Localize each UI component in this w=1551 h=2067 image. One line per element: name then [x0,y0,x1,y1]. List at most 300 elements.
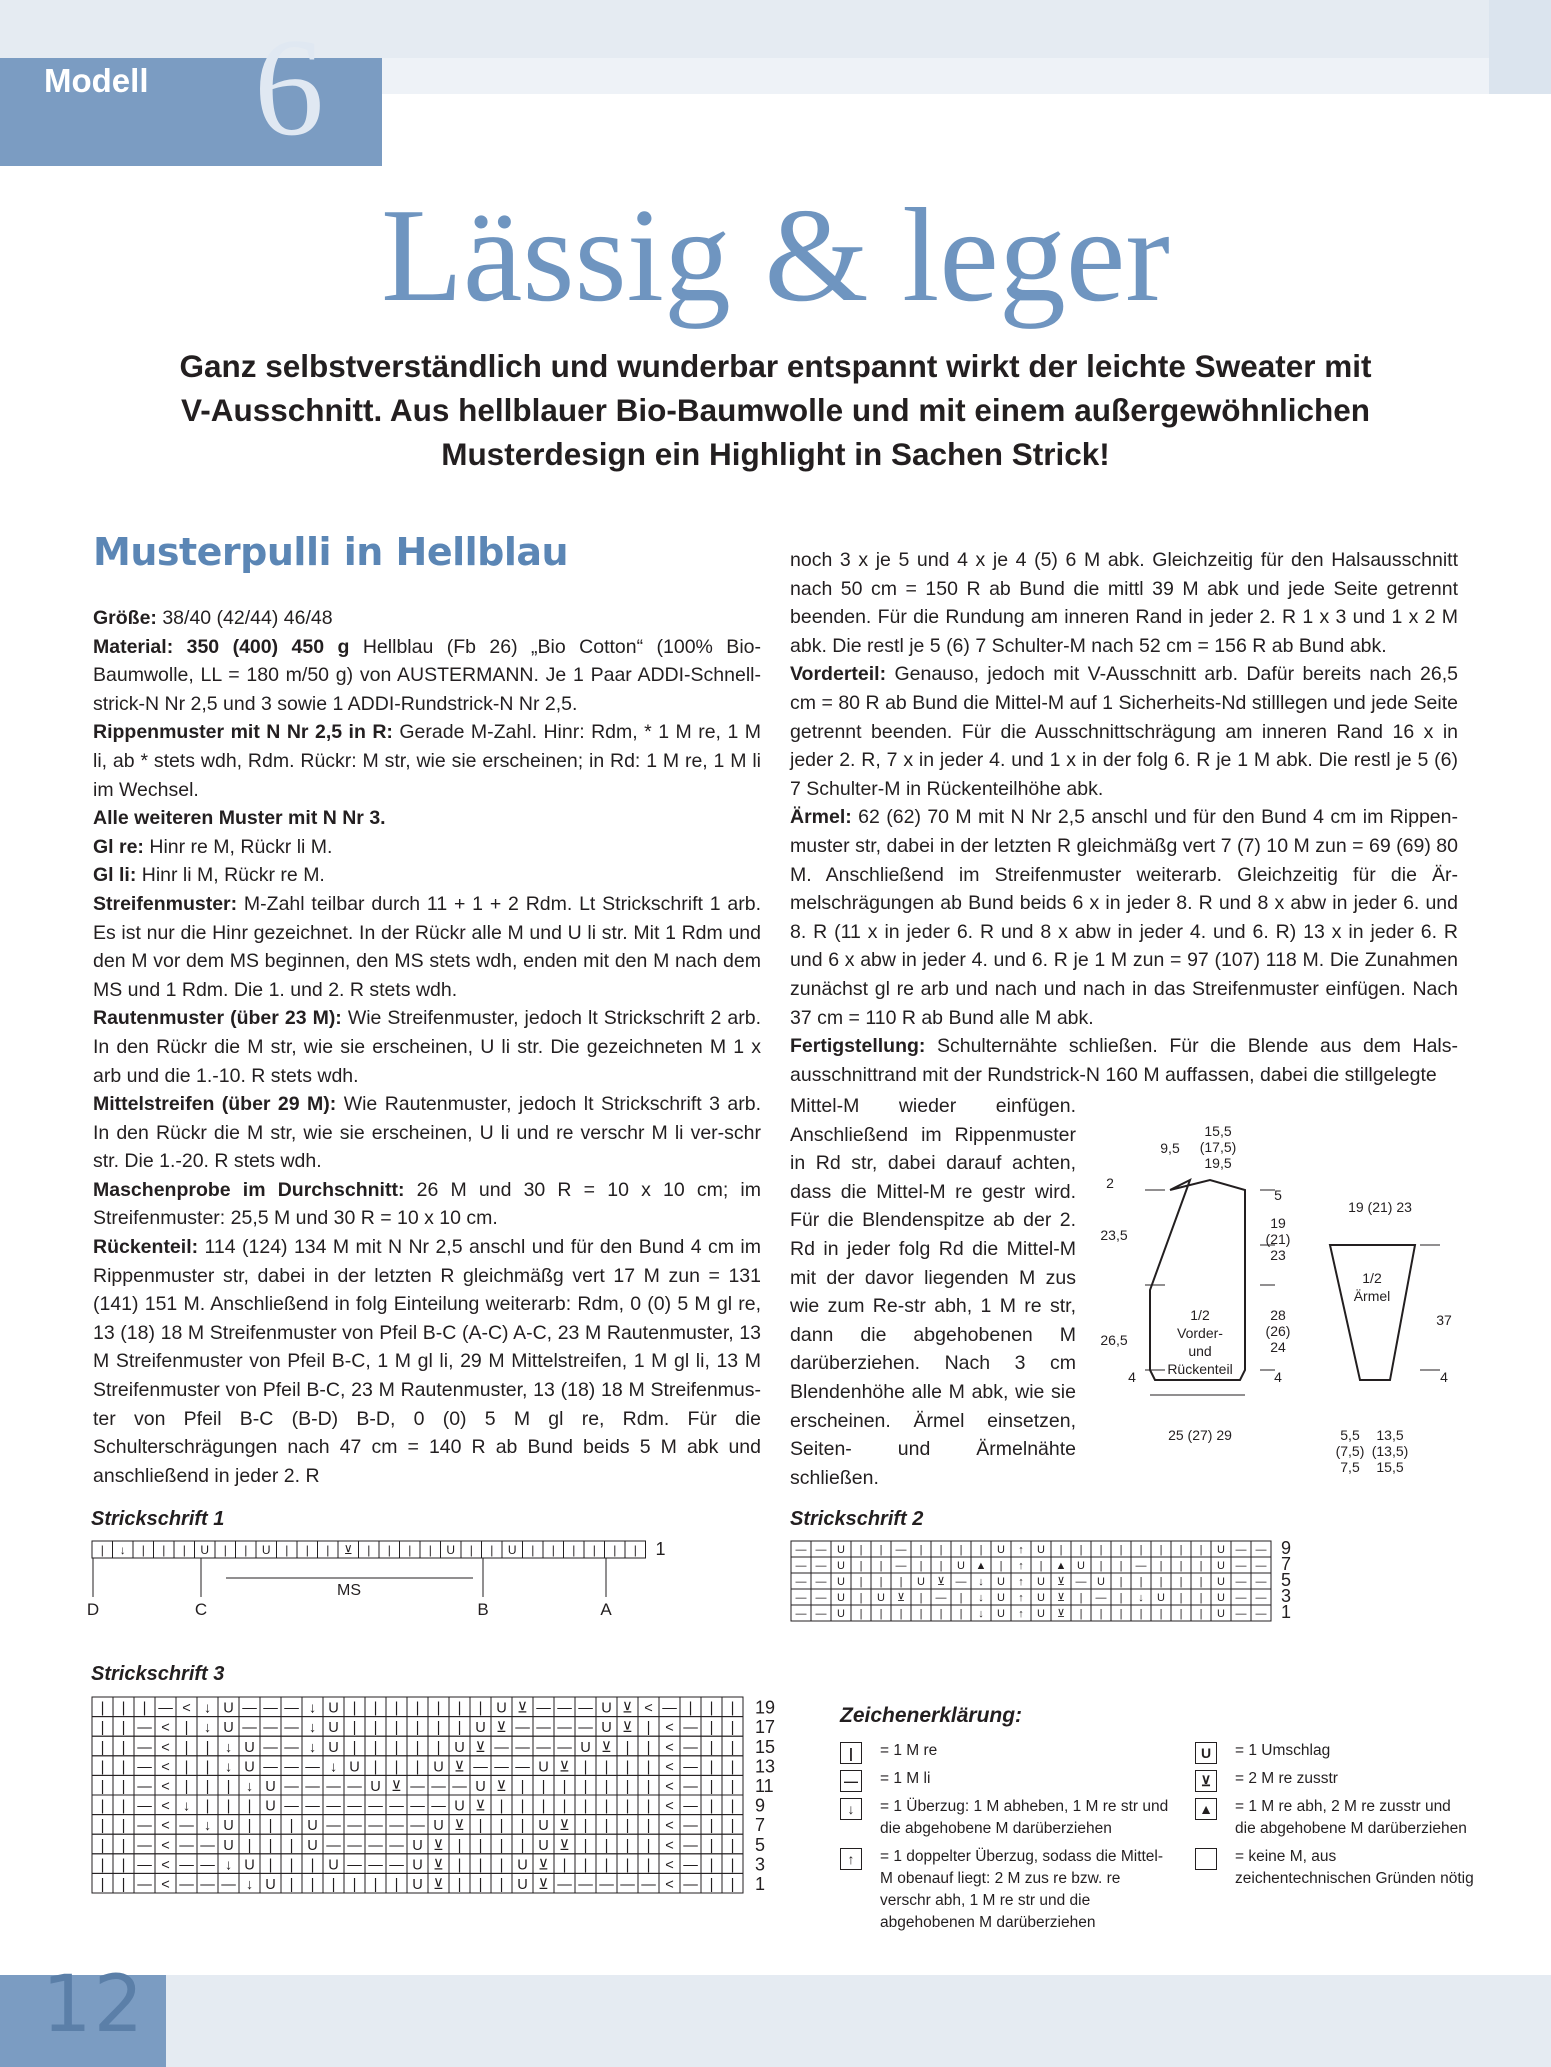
chart-symbol: ↓ [119,1543,126,1557]
chart-symbol: | [100,1720,105,1737]
chart-symbol: — [137,1857,152,1874]
instruction-text: Hinr li M, Rückr re M. [136,864,325,887]
chart-symbol: U [1037,1608,1045,1620]
chart-symbol: — [284,1779,299,1795]
chart-symbol: | [730,1837,735,1854]
chart-symbol: | [100,1877,105,1893]
chart-symbol: U [349,1759,360,1776]
chart-symbol: | [709,1700,714,1717]
instruction-text: 26 M und 30 R = 10 x 10 cm; im Streifenmuster: 25,5 M und 30 R = 10 x 10 cm. [93,1178,761,1230]
chart-symbol: ↓ [203,1720,212,1737]
chart-symbol: — [137,1779,152,1795]
chart-symbol: — [895,1560,907,1572]
chart-symbol: | [1159,1560,1163,1572]
chart-symbol: U [1037,1592,1045,1604]
chart-symbol: — [935,1592,947,1604]
chart-symbol: ↓ [308,1720,317,1737]
chart-symbol: | [625,1798,630,1815]
chart-symbol: U [1077,1560,1085,1572]
chart-symbol: | [583,1759,588,1776]
chart-symbol: | [289,1837,294,1854]
chart-symbol: — [955,1576,967,1588]
body-label: Vorder- [1177,1325,1223,1341]
chart-symbol: | [1179,1544,1183,1556]
chart-symbol: U [244,1857,255,1874]
chart-symbol: U [328,1857,339,1874]
dim-top-drop: 2 [1106,1175,1114,1191]
chart-symbol: ⊻ [622,1700,633,1717]
chart-symbol: ↓ [224,1759,233,1776]
chart-symbol: — [326,1837,341,1854]
chart-symbol: | [859,1608,863,1620]
instruction-paragraph [93,718,761,804]
legend-text: = 1 M li [880,1770,931,1787]
chart-symbol: < [161,1837,170,1854]
chart-symbol: | [899,1576,903,1588]
lead-line: Musterdesign ein Highlight in Sachen Strick! [441,436,1110,472]
chart-symbol: | [939,1608,943,1620]
chart-symbol: | [583,1818,588,1835]
dim-sleeve-bottom-b: (13,5) [1371,1443,1409,1459]
chart-symbol: — [683,1739,698,1756]
chart-symbol: | [226,1779,231,1795]
chart-symbol: U [580,1739,591,1756]
dim-right-mid: (21) [1265,1231,1291,1247]
chart-symbol: | [859,1544,863,1556]
chart-symbol: | [100,1837,105,1854]
chart-symbol: | [709,1720,714,1737]
chart-symbol: | [457,1857,462,1874]
chart-symbol: — [1255,1576,1267,1588]
chart-row-label: 1 [755,1874,766,1894]
chart-row [92,1756,775,1777]
chart-symbol: | [646,1818,651,1835]
chart-row-label: 1 [1281,1602,1292,1622]
chart-row-label: 1 [655,1539,666,1559]
dim-rib: 4 [1128,1369,1136,1385]
chart-symbol: — [347,1798,362,1815]
chart-symbol: | [415,1720,420,1737]
dim-right-rib: 4 [1274,1369,1282,1385]
chart-symbol: ↓ [224,1857,233,1874]
legend-symbol-icon: — [840,1770,862,1792]
chart-symbol: — [1255,1592,1267,1604]
dim-right-top: 5 [1274,1187,1282,1203]
chart-symbol: U [223,1700,234,1717]
chart-symbol: | [730,1798,735,1815]
chart-symbol: | [428,1543,432,1557]
chart-symbol: U [1157,1592,1165,1604]
instruction-text: 62 (62) 70 M mit N Nr 2,5 anschl und für den Bund 4 cm im Rippen-muster str, dabei in der letzten R gleichmäßg vert 7 (7) 10 M zun = 69 (69) 80 M. Anschließend im Streifenmuster weiterarb. Gleichzeitig für die Är-melschrägungen ab Bund beids 6 x in jeder 8. R und 8 x abw in jeder 6. und 8. R (11 x in jeder 6. R und 8 x abw in jeder 4. und 6. R) 13 x in jeder 6. R und 6 x abw in jeder 4. und 6. R je 1 M zun = 97 (107) 118 M. Die Zunahmen zunächst gl re arb und nach und nach in das Streifenmuster einfügen. Nach 37 cm = 110 R ab Bund alle M abk. [790,806,1458,1029]
chart-symbol: — [599,1877,614,1893]
chart-symbol: | [879,1544,883,1556]
chart-symbol: | [572,1543,576,1557]
instruction-label: Mittelstreifen (über 29 M): [93,1093,337,1116]
instruction-text: Schulternähte schließen. Für die Blende aus dem Hals-ausschnittrand mit der Rundstrick-N 160 M auffassen, dabei die stillgelegte [790,1035,1458,1086]
chart-symbol: | [939,1544,943,1556]
chart-symbol: — [1235,1608,1247,1620]
instruction-label: Material: 350 (400) 450 g [93,635,350,658]
chart-symbol: — [389,1818,404,1835]
dim-sleeve-bottom-a: 7,5 [1340,1459,1360,1475]
chart-symbol: | [520,1798,525,1815]
chart-symbol: U [433,1759,444,1776]
chart-symbol: | [1139,1608,1143,1620]
chart-symbol: — [536,1700,551,1717]
chart-symbol: U [1037,1544,1045,1556]
chart-symbol: — [368,1818,383,1835]
instruction-label: Gl re: [93,835,144,858]
chart-symbol: | [268,1818,273,1835]
chart-symbol: — [389,1857,404,1874]
chart-symbol: < [665,1798,674,1815]
chart-symbol: — [795,1544,807,1556]
legend-title: Zeichenerklärung: [840,1704,1023,1727]
chart-symbol: | [394,1700,399,1717]
chart-symbol: | [551,1543,555,1557]
chart-symbol: | [499,1837,504,1854]
knitting-chart-3 [91,1696,791,1926]
dim-shoulder: 19,5 [1204,1155,1232,1171]
chart-symbol: | [1159,1608,1163,1620]
chart-symbol: | [562,1798,567,1815]
chart-symbol: | [244,1543,248,1557]
chart-symbol: | [730,1877,735,1893]
chart-symbol: | [415,1700,420,1717]
chart-row-label: 3 [755,1854,766,1875]
chart-symbol: — [179,1857,194,1874]
legend-item [1195,1796,1475,1840]
chart-symbol: ⊻ [538,1857,549,1874]
chart-symbol: | [1119,1560,1123,1572]
chart-symbol: | [478,1837,483,1854]
chart-symbol: — [683,1720,698,1737]
legend-symbol-icon [1195,1848,1217,1870]
dim-neck-width: 9,5 [1160,1140,1180,1156]
sleeve-outline [1330,1245,1415,1380]
chart-symbol: | [1099,1608,1103,1620]
chart-symbol: — [263,1739,278,1756]
chart-symbol: | [184,1720,189,1737]
chart-symbol: — [137,1798,152,1815]
chart-symbol: U [475,1720,486,1737]
chart-symbol: — [221,1877,236,1893]
chart-symbol: U [200,1543,210,1557]
chart-symbol: < [665,1857,674,1874]
chart-symbol: ⊻ [475,1798,486,1815]
chart-symbol: | [583,1798,588,1815]
chart-symbol: — [683,1779,698,1795]
chart-symbol: — [1075,1576,1087,1588]
chart-symbol: ↓ [203,1818,212,1835]
chart-symbol: | [604,1837,609,1854]
chart-symbol: U [265,1877,276,1893]
chart-row [92,1795,765,1816]
chart-row-label: 9 [1281,1538,1292,1558]
chart-symbol: ⊻ [559,1837,570,1854]
chart-symbol: — [326,1779,341,1795]
instruction-text: 38/40 (42/44) 46/48 [156,607,333,629]
instruction-paragraph [790,546,1458,660]
chart-symbol: — [347,1857,362,1874]
chart-symbol: U [265,1779,276,1795]
chart-symbol: | [646,1798,651,1815]
chart-symbol: | [223,1543,227,1557]
dim-right-low: (26) [1265,1323,1291,1339]
chart-symbol: ⊻ [343,1543,353,1557]
chart-symbol: | [879,1576,883,1588]
chart-symbol: | [709,1837,714,1854]
chart-symbol: | [709,1798,714,1815]
chart-symbol: U [328,1700,339,1717]
chart-symbol: — [200,1877,215,1893]
chart-symbol: — [1235,1560,1247,1572]
chart-symbol: | [121,1818,126,1835]
instruction-text: Hinr re M, Rückr li M. [143,835,333,858]
legend-text: = 1 doppelter Überzug, sodass die Mittel-M obenauf liegt: 2 M zus re bzw. re verschr abh, 1 M re str und die abgehobenen M darüberziehen [880,1848,1164,1931]
chart-symbol: U [244,1759,255,1776]
chart-symbol: U [454,1798,465,1815]
chart-symbol: — [494,1759,509,1776]
chart-symbol: < [665,1779,674,1795]
chart-row-label: 3 [1281,1586,1292,1606]
chart-symbol: — [347,1779,362,1795]
chart-symbol: — [795,1560,807,1572]
chart-symbol: — [284,1739,299,1756]
chart-symbol: — [515,1759,530,1776]
instruction-label: Rautenmuster (über 23 M): [93,1007,342,1030]
chart-symbol: | [1199,1592,1203,1604]
chart-symbol: | [373,1700,378,1717]
chart-row [92,1697,775,1718]
chart-symbol: | [583,1857,588,1874]
chart-symbol: ↓ [245,1779,254,1795]
chart-symbol: — [795,1608,807,1620]
chart-symbol: | [1079,1544,1083,1556]
dim-lower: 26,5 [1100,1332,1128,1348]
chart-row-label: 7 [755,1815,766,1836]
instruction-text: Wie Streifenmuster, jedoch lt Strickschrift 2 arb. In den Rückr die M str, wie sie erscheinen, U li str. Die gezeichneten M 1 x arb und die 1.-10. R stets wdh. [93,1007,761,1087]
chart-symbol: < [161,1818,170,1835]
chart-symbol: | [100,1818,105,1835]
instruction-label: Fertigstellung: [790,1035,926,1058]
legend-item [1195,1768,1475,1790]
chart-symbol: | [709,1779,714,1795]
chart-symbol: U [997,1608,1005,1620]
lead-line: V-Ausschnitt. Aus hellblauer Bio-Baumwolle und mit einem außergewöhnlichen [181,392,1370,428]
chart-symbol: — [557,1739,572,1756]
chart-symbol: | [999,1560,1003,1572]
chart-symbol: — [494,1739,509,1756]
instruction-text: Wie Rautenmuster, jedoch lt Strickschrift 3 arb. In den Rückr die M str, wie sie erscheinen, U li und re verschr M li ver-schr str. Die 1.-20. R stets wdh. [93,1093,761,1173]
sleeve-label: Ärmel [1353,1288,1391,1304]
chart-symbol: < [161,1720,170,1737]
chart-symbol: — [347,1818,362,1835]
chart-symbol: | [247,1837,252,1854]
chart-symbol: U [1217,1592,1225,1604]
chart-symbol: | [1099,1560,1103,1572]
chart-symbol: ⊻ [433,1857,444,1874]
chart-symbol: — [815,1544,827,1556]
legend-text: = keine M, aus zeichentechnischen Gründen nötig [1235,1848,1474,1887]
lead-line: Ganz selbstverständlich und wunderbar entspannt wirkt der leichte Sweater mit [179,348,1372,384]
chart-symbol: | [457,1877,462,1893]
chart-symbol: U [1217,1560,1225,1572]
chart-symbol: | [709,1877,714,1893]
chart-symbol: U [328,1720,339,1737]
dim-shoulder: (17,5) [1199,1139,1237,1155]
chart-symbol: | [879,1608,883,1620]
chart-symbol: | [541,1779,546,1795]
chart-symbol: — [368,1837,383,1854]
chart-row-label: 19 [755,1697,776,1718]
chart-symbol: U [601,1720,612,1737]
chart-symbol: | [899,1608,903,1620]
chart-symbol: | [919,1608,923,1620]
chart-symbol: — [137,1877,152,1893]
knitting-chart-2 [790,1540,1350,1660]
chart-symbol: | [1179,1576,1183,1588]
chart-symbol: — [683,1857,698,1874]
chart-symbol: | [310,1877,315,1893]
chart-symbol: — [179,1818,194,1835]
chart-symbol: — [284,1700,299,1717]
chart-symbol: — [410,1779,425,1795]
chart-symbol: | [592,1543,596,1557]
chart-symbol: — [683,1837,698,1854]
dim-right-low: 24 [1270,1339,1286,1355]
chart-symbol: | [1199,1608,1203,1620]
chart-symbol: ⊻ [936,1576,946,1588]
chart-symbol: | [709,1857,714,1874]
chart-symbol: | [457,1837,462,1854]
chart-symbol: U [837,1576,845,1588]
legend-item [1195,1740,1475,1762]
chart-symbol: U [244,1739,255,1756]
chart-symbol: ⊻ [454,1818,465,1835]
chart-symbol: | [709,1759,714,1776]
chart-symbol: | [919,1592,923,1604]
chart-symbol: U [601,1700,612,1717]
chart-symbol: | [121,1739,126,1756]
instructions-right-column [790,546,1458,1089]
chart-symbol: | [289,1857,294,1874]
chart-symbol: | [310,1857,315,1874]
chart-symbol: | [583,1837,588,1854]
chart-symbol: | [205,1759,210,1776]
chart-symbol: — [536,1739,551,1756]
chart-symbol: | [604,1857,609,1874]
chart-symbol: | [436,1739,441,1756]
chart-symbol: | [121,1720,126,1737]
instruction-label: Gl li: [93,864,137,887]
finishing-text: Mittel-M wieder einfügen. Anschließend im Rippenmuster in Rd str, dabei darauf achten, dass die Mittel-M re gestr wird. Für die Blendenspitze ab der 2. Rd in jeder folg Rd die Mittel-M mit der davor liegenden M zus wie zum Re-str abh, 1 M re str, dann die abgehobenen M darüberziehen. Nach 3 cm Blendenhöhe alle M abk, wie sie erscheinen. Ärmel einsetzen, Seiten- und Ärmelnähte schließen. [790,1095,1076,1489]
chart-symbol: | [859,1576,863,1588]
instruction-paragraph [93,1090,761,1176]
chart-symbol: ↓ [978,1608,984,1620]
chart-symbol: | [326,1543,330,1557]
chart-symbol: U [496,1700,507,1717]
instruction-paragraph [93,1176,761,1233]
chart-symbol: — [326,1798,341,1815]
legend-symbol-icon: U [1195,1742,1217,1764]
chart-row [92,1775,774,1796]
chart-symbol: | [478,1700,483,1717]
top-right-block [1489,0,1551,94]
chart-symbol: — [683,1798,698,1815]
instruction-paragraph [93,804,761,833]
chart-symbol: U [265,1798,276,1815]
chart-symbol: ↓ [329,1759,338,1776]
chart-symbol: — [263,1759,278,1776]
chart-symbol: | [646,1779,651,1795]
chart-symbol: | [100,1779,105,1795]
chart-symbol: U [307,1837,318,1854]
chart-symbol: | [205,1739,210,1756]
chart-symbol: — [263,1720,278,1737]
chart-symbol: | [919,1544,923,1556]
chart-symbol: | [100,1543,104,1557]
chart-row-label: 5 [1281,1570,1292,1590]
chart-symbol: | [100,1759,105,1776]
legend-symbol-icon: ⊻ [1195,1770,1217,1792]
chart-symbol: | [541,1798,546,1815]
chart-symbol: — [641,1877,656,1893]
chart-symbol: ⊻ [559,1759,570,1776]
instruction-text: Genauso, jedoch mit V-Ausschnitt arb. Dafür bereits nach 26,5 cm = 80 R ab Bund die Mittel-M auf 1 Sicherheits-Nd stilllegen und jede Seite getrennt beenden. Für die Ausschnittschrägung am inneren Rand 16 x in jeder 2. R, 7 x in jeder 4. und 1 x in der folg 6. R je 1 M abk. Die restl je 5 (6) 7 Schulter-M in Rückenteilhöhe abk. [790,663,1458,800]
dim-sleeve-bottom-a: (7,5) [1335,1443,1365,1459]
chart-symbol: | [394,1720,399,1737]
chart-row [791,1570,1291,1590]
chart-symbol: | [121,1798,126,1815]
chart-symbol: | [562,1779,567,1795]
chart-symbol: | [289,1818,294,1835]
chart-symbol: | [730,1818,735,1835]
chart-symbol: — [431,1779,446,1795]
chart-symbol: | [531,1543,535,1557]
chart-symbol: U [1037,1576,1045,1588]
chart-symbol: | [1139,1576,1143,1588]
chart-symbol: — [1255,1544,1267,1556]
chart-symbol: | [478,1857,483,1874]
chart-symbol: | [1059,1544,1063,1556]
legend-item [840,1740,1170,1762]
chart-symbol: | [709,1818,714,1835]
chart-symbol: U [917,1576,925,1588]
chart-symbol: ⊻ [433,1877,444,1893]
chart-symbol: | [730,1759,735,1776]
chart-symbol: ▲ [975,1560,987,1572]
chart-symbol: ⊻ [433,1837,444,1854]
legend-item [840,1796,1170,1840]
section-title: Musterpulli in Hellblau [93,530,569,574]
chart-symbol: | [469,1543,473,1557]
dim-right-low: 28 [1270,1307,1286,1323]
chart-symbol: — [305,1798,320,1815]
instruction-paragraph [93,604,761,633]
chart-symbol: | [879,1560,883,1572]
chart-symbol: < [161,1857,170,1874]
chart-symbol: | [646,1857,651,1874]
instruction-paragraph [790,1032,1458,1089]
chart-symbol: | [121,1759,126,1776]
chart-symbol: | [373,1720,378,1737]
instruction-text: M-Zahl teilbar durch 11 + 1 + 2 Rdm. Lt Strickschrift 1 arb. Es ist nur die Hinr gezeichnet. In der Rückr alle M und U li str. Mit 1 Rdm und den M vor dem MS beginnen, den MS stets wdh, enden mit den M nach dem MS und 1 Rdm. Die 1. und 2. R stets wdh. [93,892,761,1001]
knitting-chart-1 [86,1539,666,1620]
chart-marker: C [194,1600,208,1619]
chart-symbol: — [410,1818,425,1835]
chart-symbol: ↓ [308,1739,317,1756]
